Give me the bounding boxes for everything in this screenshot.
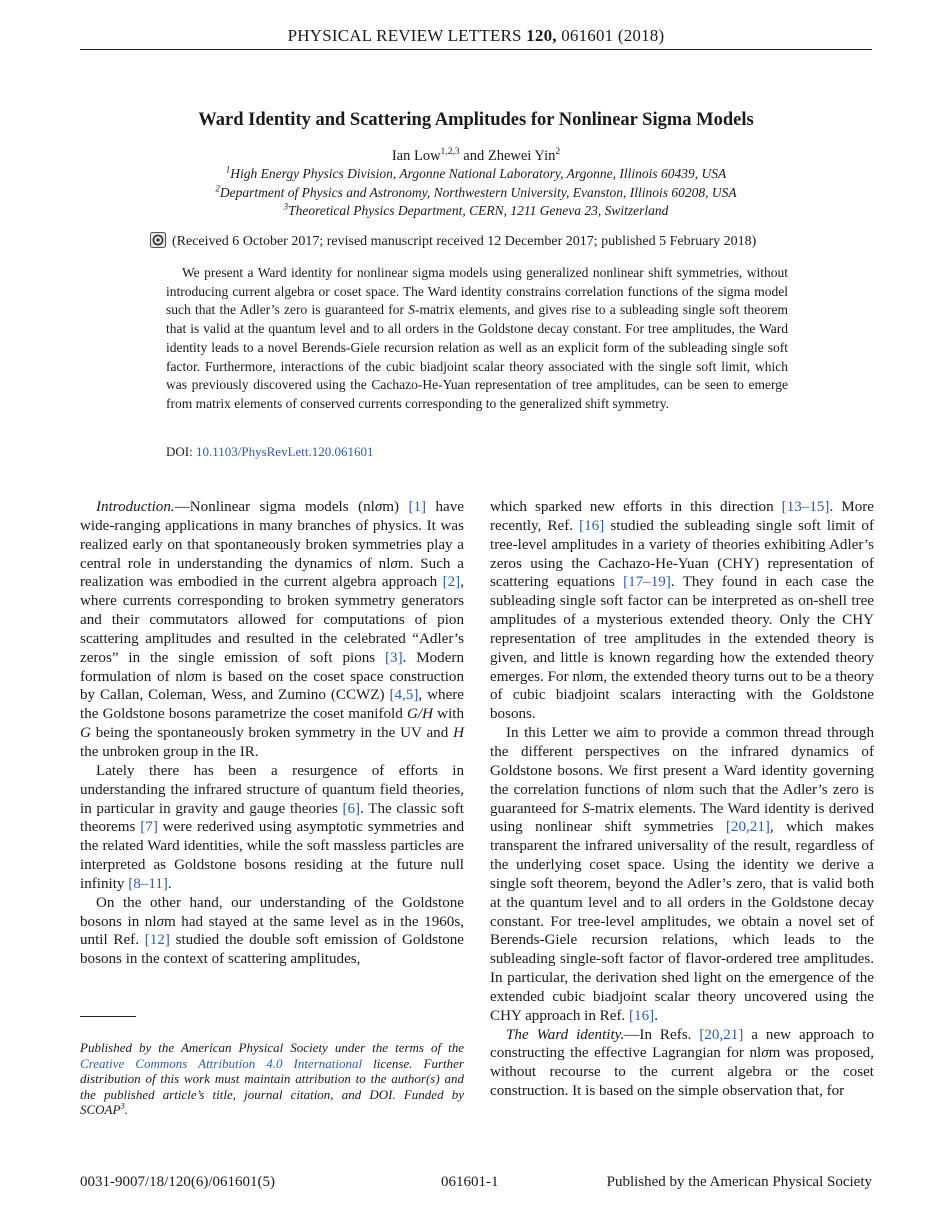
license-footnote: Published by the American Physical Society under the terms of the Creative Commons Attribution 4.0 International license. Further distribution of this work must maintain attribution to the author(s) and the published article’s title, journal citation, and DOI. Funded by SCOAP$^3$. [80, 1040, 464, 1118]
affiliation-marker: 1,2,3 [440, 146, 460, 158]
citation-link[interactable]: [6] [342, 800, 361, 817]
affiliation-marker: 2 [555, 146, 561, 158]
abstract-text: We present a Ward identity for nonlinear sigma models using generalized nonlinear shift symmetries, without introducing current algebra or coset space. The Ward identity constrains correlation functions of the sigma model such that the Adler’s zero is guaranteed for [166, 265, 788, 318]
sigma-symbol: σ [761, 1045, 769, 1062]
paragraph: Introduction.—Nonlinear sigma models (nlσm) [1] have wide-ranging applications in many branches of physics. It was realized early on that spontaneously broken symmetries play a central role in understanding the dynamics of nlσm. Such a realization was embodied in the current algebra approach [2], where currents corresponding to broken symmetry generators and their commutators allowed for computations of pion scattering amplitudes and resulted in the celebrated “Adler’s zeros” in the single emission of soft pions [3]. Modern formulation of nlσm is based on the coset space construction by Callan, Coleman, Wess, and Zumino (CCWZ) [4,5], where the Goldstone bosons parametrize the coset manifold G/H with G being the spontaneously broken symmetry in the UV and H the unbroken group in the IR. [80, 499, 464, 760]
affiliation [80, 203, 872, 219]
affiliation-number: 3 [283, 201, 289, 212]
doi-label: DOI: [166, 444, 193, 459]
received-dates [150, 232, 830, 250]
received-text: (Received 6 October 2017; revised manuscript received 12 December 2017; published 5 February 2018) [172, 234, 757, 249]
affiliation-number: 2 [215, 183, 220, 194]
abstract-symbol: S [408, 302, 416, 318]
header-rule [80, 49, 872, 50]
open-access-icon[interactable] [150, 232, 166, 248]
author-name[interactable]: Ian Low [391, 148, 441, 164]
paper-title: Ward Identity and Scattering Amplitudes for Nonlinear Sigma Models [198, 110, 754, 130]
section-lead: The Ward identity. [506, 1026, 625, 1043]
affiliation [80, 185, 872, 201]
doi-link[interactable]: 10.1103/PhysRevLett.120.061601 [195, 444, 374, 459]
citation-link[interactable]: [4,5] [389, 687, 419, 704]
citation-link[interactable]: [20,21] [725, 819, 770, 836]
footnote-sup: 3 [120, 1101, 125, 1112]
citation-link[interactable]: [13–15] [781, 499, 830, 515]
math-symbol: S [582, 800, 590, 817]
citation-link[interactable]: [20,21] [699, 1026, 744, 1043]
footnote-rule [80, 1016, 136, 1017]
doi-line [166, 444, 374, 460]
paragraph: In this Letter we aim to provide a common thread through the different perspectives on the infrared dynamics of Goldstone bosons. We first present a Ward identity governing the correlation functions of nlσm such that the Adler’s zero is guaranteed for S-matrix elements. The Ward identity is derived using nonlinear shift symmetries [20,21], which makes transparent the infrared universality of the result, regardless of the underlying coset space. Using the identity we derive a single soft theorem, beyond the Adler’s zero, that is valid both at the quantum level and to all orders in the Goldstone decay constant. For tree-level amplitudes, we obtain a novel set of Berends-Giele recursion relations, which leads to the subleading single-soft factor of flavor-ordered tree amplitudes. In particular, the derivation shed light on the emergence of the extended cubic biadjoint scalar theory uncovered using the CHY approach in Ref. [16]. [490, 725, 874, 1024]
citation-link[interactable]: [2] [442, 574, 461, 591]
math-symbol: H [453, 725, 464, 742]
citation-link[interactable]: [16] [629, 1007, 655, 1024]
journal-name: PHYSICAL REVIEW LETTERS [287, 26, 522, 45]
section-lead: Introduction. [96, 499, 175, 515]
paragraph: The Ward identity.—In Refs. [20,21] a new approach to constructing the effective Lagrangian for nlσm was proposed, without recourse to the current algebra or the coset construction. It is based on the simple observation that, for [490, 1026, 875, 1100]
abstract [166, 264, 788, 414]
page-number: 061601-1 [441, 1174, 499, 1190]
volume: 120, [526, 26, 557, 45]
sigma-symbol: σ [390, 555, 398, 572]
citation-link[interactable]: [12] [144, 932, 170, 949]
paragraph: Lately there has been a resurgence of efforts in understanding the infrared structure of quantum field theories, in particular in gravity and gauge theories [6]. The classic soft theorems [7] were rederived using asymptotic symmetries and the related Ward identities, while the soft massless particles are interpreted as Goldstone bosons residing at the future null infinity [8–11]. [80, 762, 464, 892]
author-conjunction: and [463, 148, 485, 164]
paragraph: which sparked new efforts in this direction [13–15]. More recently, Ref. [16] studied the subleading single soft limit of tree-level amplitudes in a variety of theories exhibiting Adler’s zeros using the Cachazo-He-Yuan (CHY) representation of scattering equations [17–19]. They found in each case the subleading single soft factor can be interpreted as on-shell tree amplitudes of a mysterious extended theory. Only the CHY representation of tree amplitudes in the extended theory is given, and little is known regarding how the extended theory emerges. For nlσm, the extended theory turns out to be a theory of cubic biadjoint scalars interacting with the Goldstone bosons. [490, 499, 874, 723]
citation-link[interactable]: [16] [579, 517, 605, 534]
affiliation-text: Theoretical Physics Department, CERN, 1211 Geneva 23, Switzerland [288, 203, 669, 218]
sigma-symbol: σ [374, 499, 383, 515]
article-number: 061601 (2018) [561, 26, 665, 45]
affiliation-text: Department of Physics and Astronomy, Northwestern University, Evanston, Illinois 60208, USA [219, 185, 737, 200]
citation-link[interactable]: [7] [140, 819, 158, 836]
citation-link[interactable]: [17–19] [623, 574, 671, 591]
affiliation-text: High Energy Physics Division, Argonne National Laboratory, Argonne, Illinois 60439, USA [230, 166, 727, 181]
citation-link[interactable]: [1] [408, 499, 427, 515]
license-link[interactable]: Creative Commons Attribution 4.0 International [80, 1055, 363, 1071]
footer-publisher: Published by the American Physical Society [606, 1174, 872, 1190]
sigma-symbol: σ [156, 913, 164, 930]
paragraph: On the other hand, our understanding of the Goldstone bosons in nlσm had stayed at the same level as in the 1960s, until Ref. [12] studied the double soft emission of Goldstone bosons in the context of scattering amplitudes, [80, 894, 464, 968]
math-symbol: G/H [406, 706, 433, 723]
right-column [490, 498, 874, 1101]
math-symbol: G [80, 725, 91, 742]
left-column [80, 498, 464, 969]
affiliation-number: 1 [225, 164, 231, 175]
author-name[interactable]: Zhewei Yin [487, 148, 556, 164]
running-header [80, 26, 872, 46]
citation-link[interactable]: [8–11] [128, 875, 168, 892]
footer-code: 0031-9007/18/120(6)/061601(5) [80, 1174, 275, 1190]
affiliation [80, 166, 872, 182]
abstract-text: -matrix elements, and gives rise to a subleading single soft theorem that is valid at the quantum level and to all orders in the Goldstone decay constant. For tree amplitudes, the Ward identity leads to a novel Berends-Giele recursion relation as well as an explicit form of the subleading single soft factor. Furthermore, interactions of the cubic biadjoint scalar theory associated with the single soft limit, which was previously discovered using the Cachazo-He-Yuan representation of tree amplitudes, can be seen to emerge from matrix elements of conserved currents corresponding to the generalized shift symmetry. [166, 302, 788, 411]
sigma-symbol: σ [187, 668, 195, 685]
citation-link[interactable]: [3] [385, 649, 403, 666]
author-list [80, 148, 872, 165]
sigma-symbol: σ [674, 781, 683, 798]
sigma-symbol: σ [584, 668, 592, 685]
